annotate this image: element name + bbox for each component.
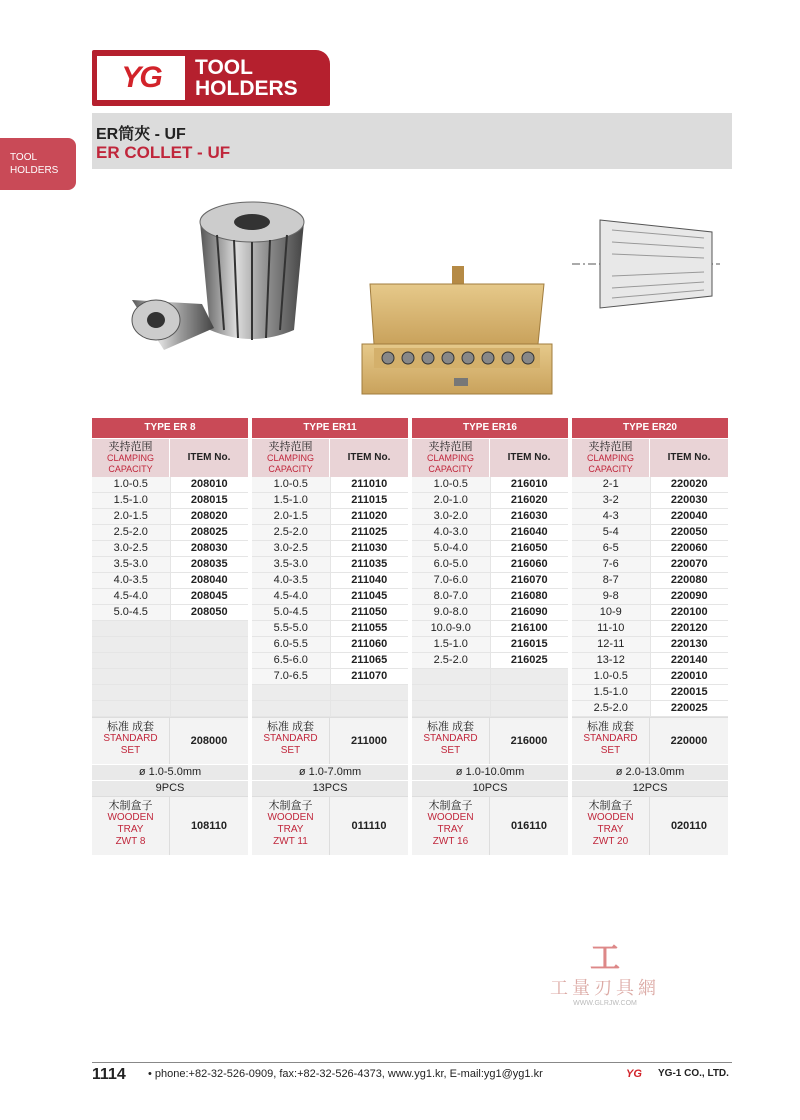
item-number-cell: 220070 [670,558,708,570]
clamping-range-cell [92,653,171,668]
clamping-cn-label: 夹持范围 [108,441,153,453]
table-row [412,493,568,509]
item-number-cell: 211025 [351,526,388,538]
clamping-range-cell: 1.0-0.5 [92,477,171,492]
item-number-cell: 220140 [670,654,708,666]
column-headers [92,438,248,477]
standard-set-row [412,717,568,764]
standard-set-item: 208000 [190,735,228,747]
standard-set-label [252,718,330,764]
wooden-tray-item: 108110 [190,820,228,832]
clamping-range-cell [412,701,491,716]
section-heading: TOOL HOLDERS [195,56,298,100]
clamping-range-cell: 2.5-2.0 [92,525,171,540]
brand-logo [92,50,330,106]
company-name: YG-1 CO., LTD. [658,1068,729,1079]
wooden-tray-item: 020110 [670,820,708,832]
table-row [252,653,408,669]
item-number-cell: 211045 [351,590,388,602]
item-number-cell: 211055 [351,622,388,634]
page-number: 1114 [92,1066,126,1083]
standard-set-row [572,717,728,764]
item-number-cell: 211070 [351,670,388,682]
clamping-range-cell: 5.5-5.0 [252,621,331,636]
item-number-cell: 216090 [510,606,548,618]
table-row [252,493,408,509]
type-header: TYPE ER20 [572,418,728,438]
wooden-tray-label [92,797,170,855]
collet-group [252,418,408,855]
item-number-cell [171,653,249,668]
item-number-cell: 216020 [510,494,548,506]
set-en-label-2: SET [120,745,141,756]
item-number-cell: 208045 [190,590,228,602]
clamping-en-label: CLAMPING [266,453,314,463]
item-number-cell: 208010 [190,478,228,490]
item-number-cell: 220040 [670,510,708,522]
capacity-en-label: CAPACITY [428,464,473,474]
item-number-cell [171,637,249,652]
clamping-range-cell: 6-5 [572,541,651,556]
table-row [252,621,408,637]
clamping-cn-label: 夹持范围 [428,441,473,453]
clamping-range-cell: 3.5-3.0 [252,557,331,572]
large-collet-image [200,202,304,340]
table-row [92,557,248,573]
table-row [412,685,568,701]
item-no-header: ITEM No. [347,452,391,463]
standard-set-row [92,717,248,764]
table-row [412,605,568,621]
table-row [572,541,728,557]
item-number-cell: 208035 [190,558,228,570]
clamping-range-cell [92,669,171,684]
type-header: TYPE ER11 [252,418,408,438]
set-pieces: 12PCS [572,780,728,796]
item-number-cell [491,669,569,684]
item-number-cell: 220080 [670,574,708,586]
collet-group [572,418,728,855]
clamping-range-cell [252,685,331,700]
standard-set-row [252,717,408,764]
tray-model: ZWT 8 [115,836,146,847]
tray-cn-label: 木制盒子 [428,800,473,812]
clamping-range-cell: 3.5-3.0 [92,557,171,572]
item-number-cell: 220100 [670,606,708,618]
table-row [92,589,248,605]
item-number-cell: 220050 [670,526,708,538]
item-number-cell: 220020 [670,478,708,490]
clamping-range-cell: 5.0-4.5 [92,605,171,620]
item-no-header: ITEM No. [667,452,711,463]
item-number-cell: 220060 [670,542,708,554]
clamping-range-cell: 7.0-6.5 [252,669,331,684]
item-number-cell: 216040 [510,526,548,538]
table-row [92,669,248,685]
set-en-label-2: SET [440,745,461,756]
item-number-cell: 211015 [351,494,388,506]
standard-set-item: 216000 [510,735,548,747]
table-row [412,509,568,525]
item-number-cell: 220010 [670,670,708,682]
set-cn-label: 标准 成套 [106,721,155,733]
table-row [412,525,568,541]
tray-en-label: WOODEN [107,812,154,823]
item-number-cell: 211035 [351,558,388,570]
item-number-cell [171,621,249,636]
clamping-range-cell: 13-12 [572,653,651,668]
clamping-en-label: CLAMPING [106,453,154,463]
clamping-range-cell: 4.0-3.5 [92,573,171,588]
table-row [92,493,248,509]
title-band [92,113,732,169]
clamping-range-cell [92,637,171,652]
clamping-range-cell: 1.5-1.0 [92,493,171,508]
item-number-cell: 208025 [190,526,228,538]
clamping-range-cell: 5.0-4.0 [412,541,491,556]
set-cn-label: 标准 成套 [426,721,475,733]
clamping-range-cell: 3.0-2.5 [92,541,171,556]
item-number-cell [491,701,569,716]
item-number-cell: 208015 [190,494,228,506]
item-number-cell: 220015 [670,686,708,698]
yg-logo-mark: YG [97,56,185,100]
clamping-cn-label: 夹持范围 [588,441,633,453]
clamping-range-cell: 4.0-3.0 [412,525,491,540]
table-row [572,605,728,621]
clamping-range-cell: 6.0-5.5 [252,637,331,652]
table-row [252,509,408,525]
footer-divider [92,1062,732,1063]
table-row [572,637,728,653]
item-number-cell: 216030 [510,510,548,522]
tray-model: ZWT 16 [432,836,469,847]
product-photo [92,180,732,412]
table-row [572,685,728,701]
clamping-range-cell: 2.5-2.0 [412,653,491,668]
table-row [412,653,568,669]
page-title-en: ER COLLET - UF [96,143,231,162]
item-number-cell [331,685,409,700]
clamping-capacity-header [252,439,330,477]
type-header: TYPE ER16 [412,418,568,438]
item-number-cell: 211040 [351,574,388,586]
set-en-label-2: SET [280,745,301,756]
clamping-range-cell: 11-10 [572,621,651,636]
clamping-range-cell [252,701,331,716]
clamping-range-cell: 1.0-0.5 [572,669,651,684]
clamping-range-cell [92,621,171,636]
tray-en-label-2: TRAY [117,824,144,835]
set-pieces: 13PCS [252,780,408,796]
item-number-cell: 208040 [190,574,228,586]
wooden-tray-row [252,796,408,855]
item-number-cell: 216015 [510,638,548,650]
item-number-cell: 216070 [510,574,548,586]
item-number-cell: 216050 [510,542,548,554]
type-header: TYPE ER 8 [92,418,248,438]
item-number-cell: 220025 [670,702,708,714]
tray-en-label-2: TRAY [597,824,624,835]
clamping-range-cell: 4.5-4.0 [92,589,171,604]
clamping-range-cell: 1.5-1.0 [252,493,331,508]
clamping-range-cell: 2.5-2.0 [252,525,331,540]
clamping-range-cell: 9-8 [572,589,651,604]
set-range: ø 1.0-5.0mm [92,764,248,780]
set-en-label: STANDARD [583,733,638,744]
footer-logo: YG [626,1068,642,1080]
set-range: ø 1.0-10.0mm [412,764,568,780]
standard-set-label [412,718,490,764]
wooden-tray-row [92,796,248,855]
item-number-cell [331,701,409,716]
clamping-range-cell: 1.5-1.0 [572,685,651,700]
item-number-cell: 216025 [510,654,548,666]
item-number-cell: 216100 [510,622,548,634]
item-number-cell: 220090 [670,590,708,602]
table-row [572,557,728,573]
table-row [252,525,408,541]
table-row [252,669,408,685]
table-row [92,653,248,669]
clamping-range-cell: 8.0-7.0 [412,589,491,604]
table-row [412,557,568,573]
table-row [412,701,568,717]
table-row [252,685,408,701]
item-number-cell: 220130 [670,638,708,650]
set-pieces: 9PCS [92,780,248,796]
table-row [572,573,728,589]
item-number-cell: 216060 [510,558,548,570]
clamping-range-cell: 6.5-6.0 [252,653,331,668]
watermark-icon: 工 [590,942,620,975]
table-row [572,621,728,637]
table-row [92,509,248,525]
table-row [572,525,728,541]
item-number-cell [171,669,249,684]
table-row [412,637,568,653]
item-number-cell [171,701,249,716]
collet-diagram [572,220,720,308]
column-headers [572,438,728,477]
set-en-label: STANDARD [263,733,318,744]
collet-group [412,418,568,855]
item-number-cell: 208020 [190,510,228,522]
item-no-header: ITEM No. [187,452,231,463]
item-number-cell: 211050 [351,606,388,618]
set-en-label-2: SET [600,745,621,756]
standard-set-label [572,718,650,764]
table-row [252,589,408,605]
clamping-range-cell: 5.0-4.5 [252,605,331,620]
table-row [92,621,248,637]
item-number-cell: 211060 [351,638,388,650]
clamping-range-cell: 5-4 [572,525,651,540]
capacity-en-label: CAPACITY [108,464,153,474]
set-cn-label: 标准 成套 [266,721,315,733]
clamping-cn-label: 夹持范围 [268,441,313,453]
clamping-capacity-header [92,439,170,477]
clamping-range-cell: 3.0-2.5 [252,541,331,556]
clamping-capacity-header [412,439,490,477]
capacity-en-label: CAPACITY [268,464,313,474]
table-row [412,477,568,493]
table-row [92,541,248,557]
item-number-cell: 216080 [510,590,548,602]
wooden-tray-item: 011110 [351,820,387,832]
table-row [92,685,248,701]
contact-info: • phone:+82-32-526-0909, fax:+82-32-526-4373, www.yg1.kr, E-mail:yg1@yg1.kr [148,1068,543,1080]
wooden-tray-row [572,796,728,855]
item-number-cell: 211020 [351,510,388,522]
standard-set-label [92,718,170,764]
clamping-range-cell: 1.0-0.5 [252,477,331,492]
tray-en-label: WOODEN [427,812,474,823]
column-headers [412,438,568,477]
set-range: ø 1.0-7.0mm [252,764,408,780]
clamping-range-cell: 1.5-1.0 [412,637,491,652]
table-row [412,621,568,637]
column-headers [252,438,408,477]
standard-set-item: 220000 [670,735,708,747]
item-number-cell: 208050 [190,606,228,618]
clamping-range-cell: 2-1 [572,477,651,492]
item-number-cell: 216010 [510,478,548,490]
page-title-cn: ER筒夾 - UF [96,126,186,143]
clamping-range-cell [412,669,491,684]
set-range: ø 2.0-13.0mm [572,764,728,780]
item-number-cell: 211030 [351,542,388,554]
clamping-range-cell: 6.0-5.0 [412,557,491,572]
clamping-range-cell: 3.0-2.0 [412,509,491,524]
set-cn-label: 标准 成套 [586,721,635,733]
item-number-cell: 211065 [351,654,388,666]
table-row [92,605,248,621]
set-en-label: STANDARD [423,733,478,744]
tray-en-label-2: TRAY [277,824,304,835]
clamping-capacity-header [572,439,650,477]
clamping-range-cell: 4.5-4.0 [252,589,331,604]
wooden-tray-image [362,266,552,394]
table-row [252,605,408,621]
table-row [252,573,408,589]
table-row [412,669,568,685]
tray-model: ZWT 11 [273,836,308,847]
item-no-header: ITEM No. [507,452,551,463]
table-row [572,589,728,605]
clamping-range-cell: 3-2 [572,493,651,508]
wooden-tray-row [412,796,568,855]
item-number-cell: 208030 [190,542,228,554]
clamping-range-cell [92,685,171,700]
item-number-cell: 220030 [670,494,708,506]
table-row [252,701,408,717]
table-row [252,557,408,573]
clamping-range-cell: 4.0-3.5 [252,573,331,588]
table-row [572,669,728,685]
clamping-range-cell: 2.5-2.0 [572,701,651,716]
table-row [572,477,728,493]
item-number-cell: 220120 [670,622,708,634]
table-row [92,637,248,653]
tray-cn-label: 木制盒子 [268,800,313,812]
tray-model: ZWT 20 [592,836,629,847]
clamping-range-cell [92,701,171,716]
table-row [572,701,728,717]
small-collet-image [132,300,214,350]
clamping-range-cell: 10.0-9.0 [412,621,491,636]
clamping-range-cell: 8-7 [572,573,651,588]
tray-cn-label: 木制盒子 [108,800,153,812]
clamping-range-cell: 4-3 [572,509,651,524]
clamping-range-cell: 7-6 [572,557,651,572]
clamping-en-label: CLAMPING [426,453,474,463]
clamping-range-cell: 10-9 [572,605,651,620]
table-row [92,477,248,493]
clamping-range-cell: 12-11 [572,637,651,652]
item-number-cell: 211010 [351,478,388,490]
table-row [412,573,568,589]
standard-set-item: 211000 [350,735,388,747]
clamping-range-cell: 2.0-1.0 [412,493,491,508]
set-pieces: 10PCS [412,780,568,796]
clamping-en-label: CLAMPING [586,453,634,463]
clamping-range-cell: 7.0-6.0 [412,573,491,588]
table-row [92,573,248,589]
table-row [572,493,728,509]
clamping-range-cell: 9.0-8.0 [412,605,491,620]
wooden-tray-label [252,797,330,855]
set-en-label: STANDARD [103,733,158,744]
table-row [92,701,248,717]
wooden-tray-label [412,797,490,855]
item-number-cell [171,685,249,700]
item-number-cell [491,685,569,700]
collet-group [92,418,248,855]
tray-cn-label: 木制盒子 [588,800,633,812]
capacity-en-label: CAPACITY [588,464,633,474]
clamping-range-cell: 2.0-1.5 [252,509,331,524]
wooden-tray-label [572,797,650,855]
clamping-range-cell [412,685,491,700]
side-section-tab[interactable]: TOOL HOLDERS [0,138,76,190]
table-row [252,477,408,493]
table-row [92,525,248,541]
tray-en-label: WOODEN [587,812,634,823]
clamping-range-cell: 2.0-1.5 [92,509,171,524]
table-row [412,589,568,605]
tray-en-label-2: TRAY [437,824,464,835]
table-row [252,541,408,557]
wooden-tray-item: 016110 [510,820,548,832]
table-row [412,541,568,557]
table-row [572,653,728,669]
tray-en-label: WOODEN [267,812,314,823]
table-row [252,637,408,653]
clamping-range-cell: 1.0-0.5 [412,477,491,492]
table-row [572,509,728,525]
watermark: 工 工量刃具網 WWW.GLRJW.COM [540,944,670,1007]
